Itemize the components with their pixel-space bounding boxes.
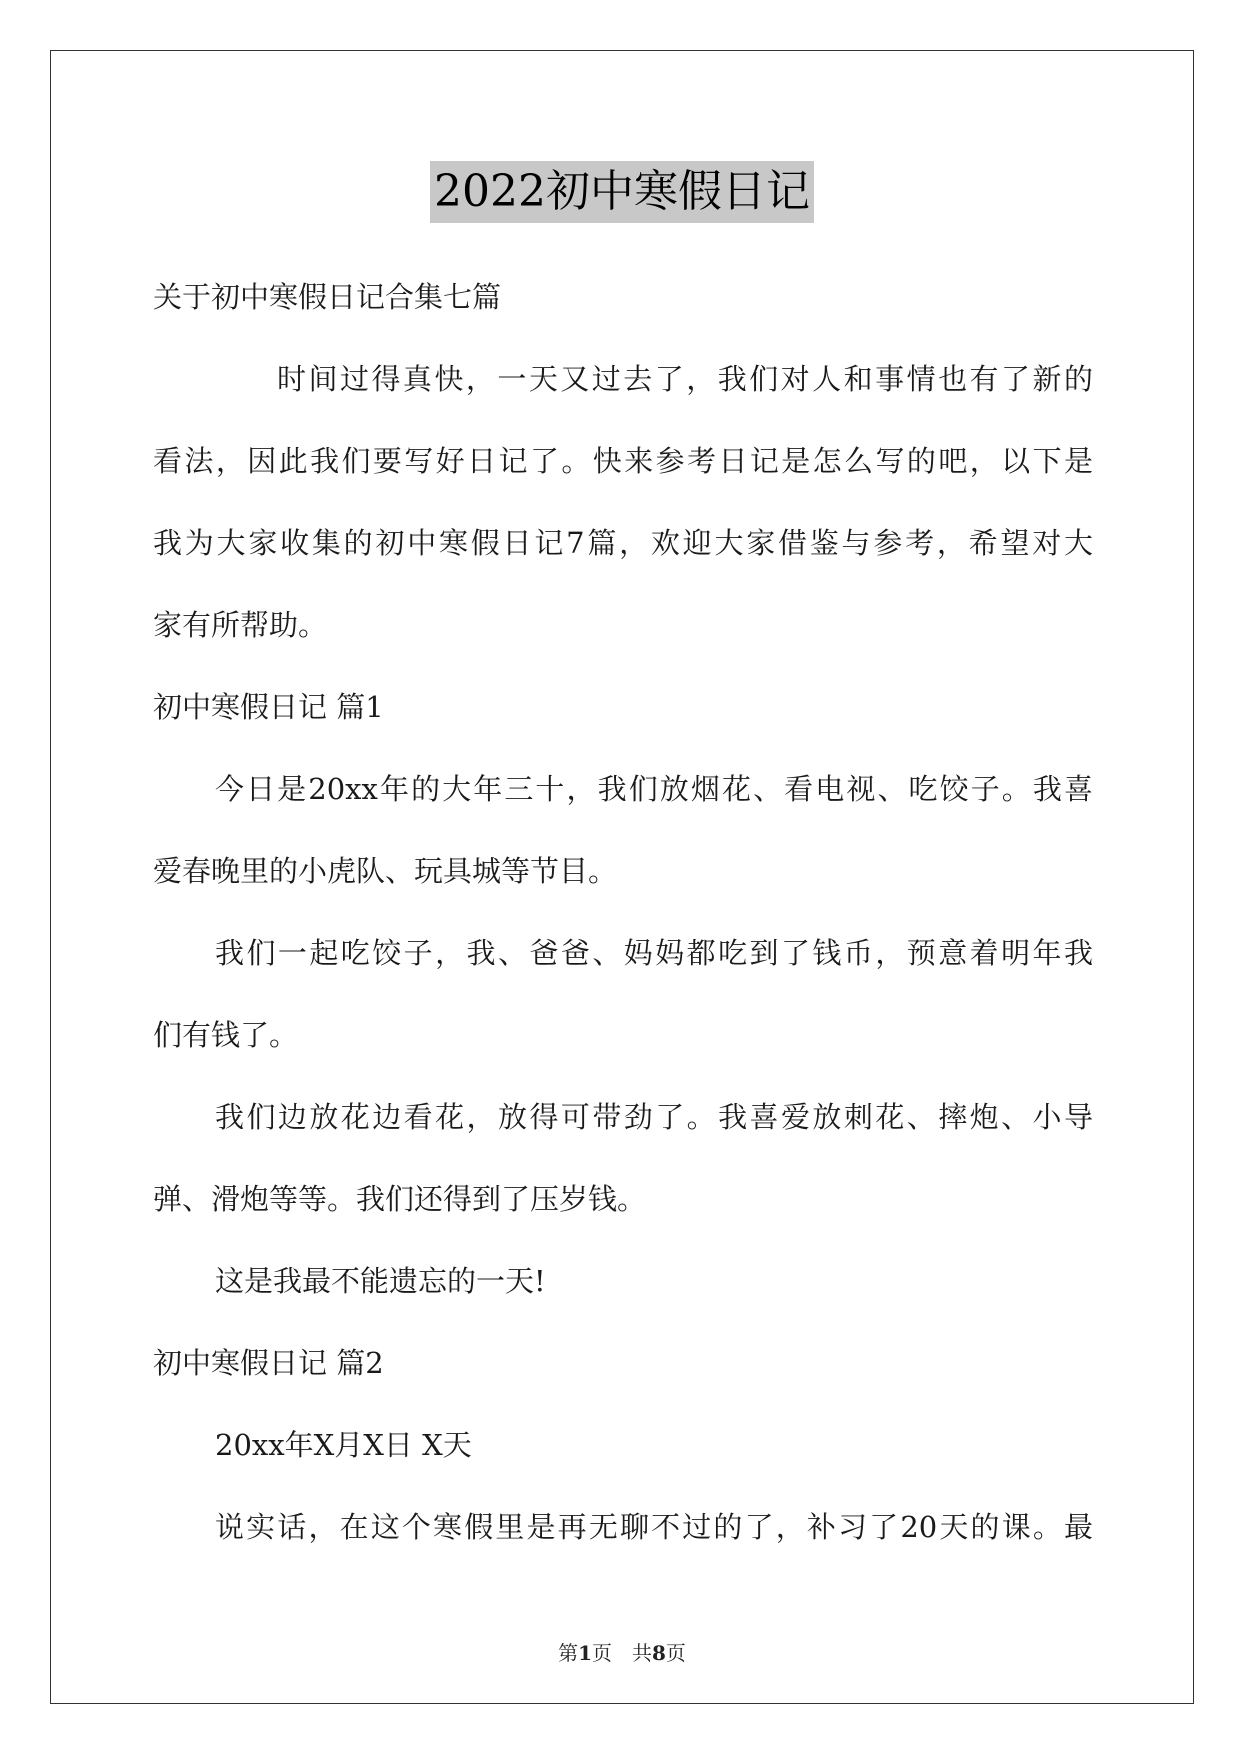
subtitle: 关于初中寒假日记合集七篇 [153,280,502,314]
document-body [153,256,1093,1568]
paragraph-line: 弹、滑炮等等。我们还得到了压岁钱。 [153,1182,647,1216]
intro-line: 我为大家收集的初中寒假日记7篇，欢迎大家借鉴与参考，希望对大 [153,526,1093,560]
paragraph-line: 爱春晚里的小虎队、玩具城等节目。 [153,854,618,888]
paragraph-line: 我们边放花边看花，放得可带劲了。我喜爱放刺花、摔炮、小导 [215,1100,1093,1134]
intro-line: 看法，因此我们要写好日记了。快来参考日记是怎么写的吧，以下是 [153,444,1093,478]
page-number: 第1页 共8页 [558,1641,686,1665]
document-title: 2022初中寒假日记 [430,161,814,223]
document-page [50,50,1194,1704]
total-pages: 8 [652,1641,666,1665]
intro-line: 时间过得真快，一天又过去了，我们对人和事情也有了新的 [277,362,1093,396]
section-heading: 初中寒假日记 篇2 [153,1346,384,1380]
section-heading: 初中寒假日记 篇1 [153,690,384,724]
paragraph-line: 们有钱了。 [153,1018,299,1052]
diary-date: 20xx年X月X日 X天 [215,1428,472,1462]
intro-line: 家有所帮助。 [153,608,328,642]
paragraph-line: 我们一起吃饺子，我、爸爸、妈妈都吃到了钱币，预意着明年我 [215,936,1093,970]
current-page: 1 [578,1641,592,1665]
paragraph-line: 今日是20xx年的大年三十，我们放烟花、看电视、吃饺子。我喜 [215,772,1093,806]
paragraph-line: 说实话，在这个寒假里是再无聊不过的了，补习了20天的课。最 [215,1510,1093,1544]
paragraph-line: 这是我最不能遗忘的一天! [215,1264,546,1298]
